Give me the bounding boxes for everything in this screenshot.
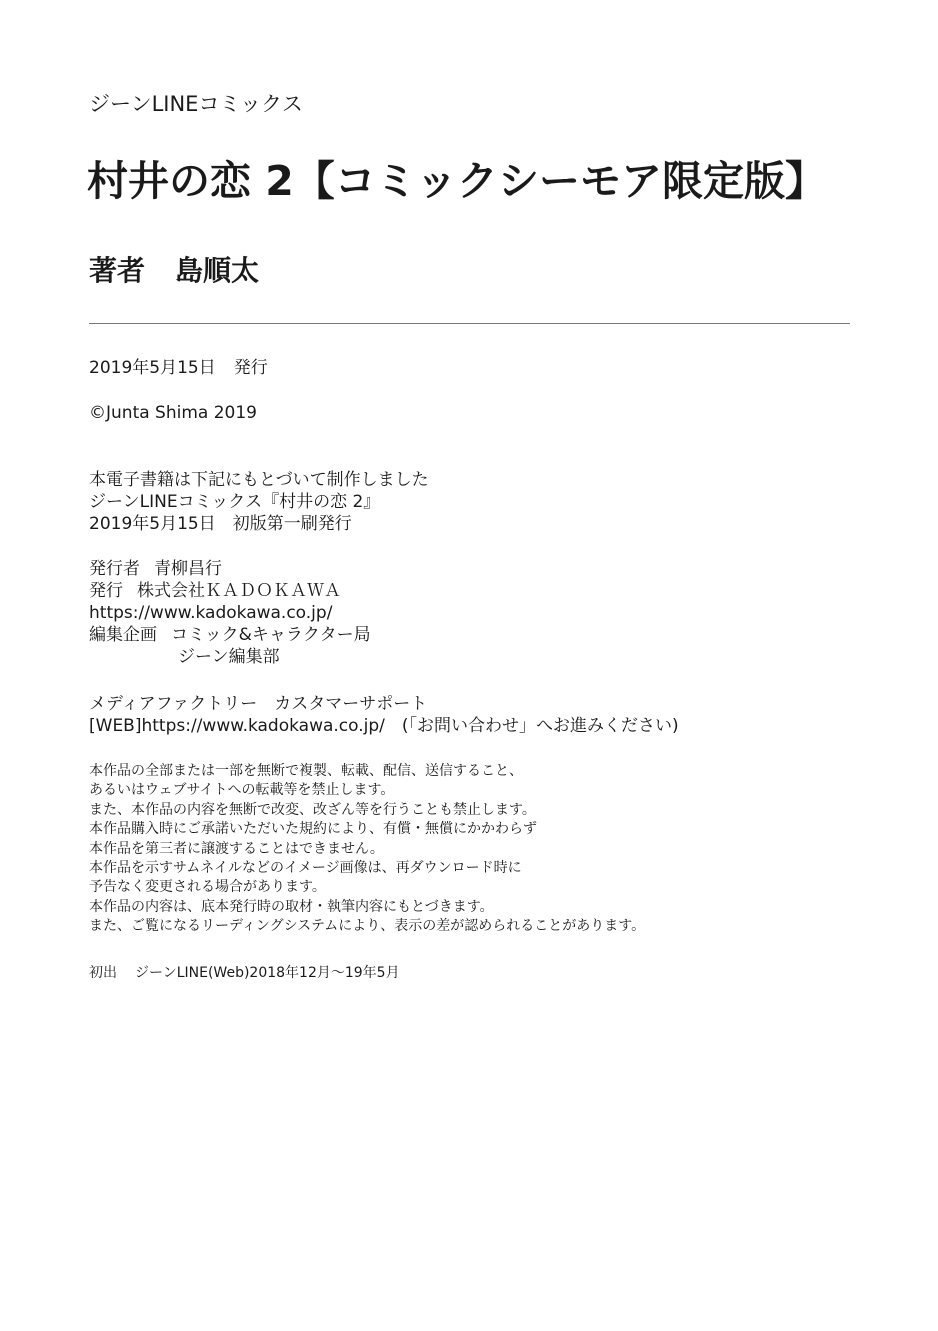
- publication-date-line: [89, 357, 268, 379]
- publisher-name: 青柳昌行: [154, 559, 222, 579]
- notice-line: 本作品の内容は、底本発行時の取材・執筆内容にもとづきます。: [89, 898, 494, 915]
- publisher-url[interactable]: https://www.kadokawa.co.jp/: [89, 603, 333, 623]
- support-title: メディアファクトリー カスタマーサポート: [89, 694, 428, 714]
- customer-support: [89, 693, 679, 737]
- publication-date: 2019年5月15日: [89, 358, 216, 378]
- author-line: [89, 249, 259, 289]
- first-publication: [89, 962, 400, 982]
- first-publication-label: 初出: [89, 965, 117, 981]
- copyright-line: ©Junta Shima 2019: [89, 403, 257, 423]
- source-edition: 2019年5月15日 初版第一刷発行: [89, 514, 352, 534]
- notice-line: 本作品を第三者に譲渡することはできません。: [89, 840, 384, 857]
- issuer-row: [89, 580, 371, 602]
- notice-line: あるいはウェブサイトへの転載等を禁止します。: [89, 782, 395, 799]
- notice-line: また、本作品の内容を無断で改変、改ざん等を行うことも禁止します。: [89, 801, 536, 818]
- planning-sub-row: [89, 646, 371, 668]
- notice-line: 本作品の全部または一部を無断で複製、転載、配信、送信すること、: [89, 763, 523, 779]
- publisher-row: [89, 558, 371, 580]
- planning-label: 編集企画: [89, 625, 157, 645]
- legal-notices: [89, 762, 645, 937]
- divider: [89, 323, 850, 324]
- issuer-name: 株式会社ＫＡＤＯＫＡＷＡ: [137, 581, 341, 601]
- publisher-label: 発行者: [89, 559, 140, 579]
- source-book: ジーンLINEコミックス『村井の恋 2』: [89, 492, 381, 512]
- planning-sub: ジーン編集部: [178, 647, 280, 667]
- book-title: 村井の恋 2【コミックシーモア限定版】: [87, 157, 826, 205]
- author-name: 島順太: [175, 254, 260, 287]
- issuer-label: 発行: [89, 581, 123, 601]
- source-info: [89, 469, 429, 535]
- notice-line: 本作品購入時にご承諾いただいた規約により、有償・無償にかかわらず: [89, 821, 537, 838]
- source-intro: 本電子書籍は下記にもとづいて制作しました: [89, 470, 429, 490]
- notice-line: 予告なく変更される場合があります。: [89, 879, 326, 896]
- publication-action: 発行: [233, 358, 268, 378]
- first-publication-text: ジーンLINE(Web)2018年12月〜19年5月: [135, 965, 400, 981]
- series-label: ジーンLINEコミックス: [89, 92, 303, 116]
- support-web-link[interactable]: [WEB]https://www.kadokawa.co.jp/ (「お問い合わせ」へお進みください): [89, 716, 679, 736]
- notice-line: また、ご覧になるリーディングシステムにより、表示の差が認められることがあります。: [89, 918, 646, 935]
- planning-dept: コミック&キャラクター局: [171, 625, 371, 645]
- author-role: 著者: [89, 254, 146, 287]
- notice-line: 本作品を示すサムネイルなどのイメージ画像は、再ダウンロード時に: [89, 860, 522, 877]
- publisher-info: [89, 558, 371, 668]
- planning-row: [89, 624, 371, 646]
